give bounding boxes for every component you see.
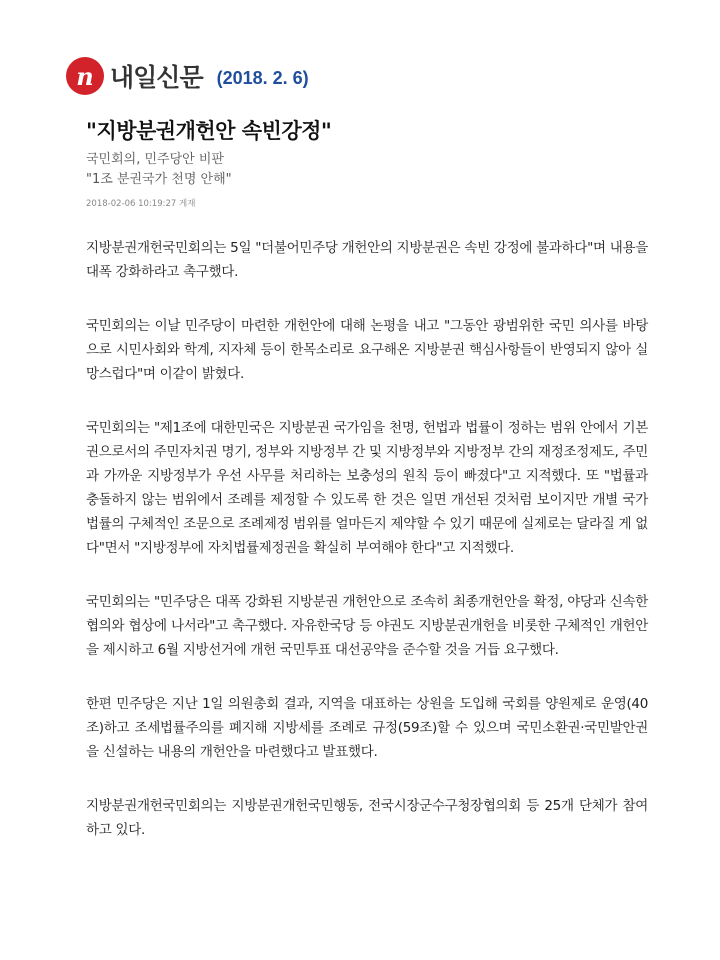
publication-date: (2018. 2. 6): [216, 67, 309, 88]
article-timestamp: 2018-02-06 10:19:27 게재: [86, 199, 196, 209]
newspaper-logo-text: 내일신문: [110, 63, 203, 92]
article-subheads: [86, 150, 232, 190]
article-paragraph: 한편 민주당은 지난 1일 의원총회 결과, 지역을 대표하는 상원을 도입해 국회를 양원제로 운영(40조)하고 조세법률주의를 폐지해 지방세를 조례로 규정(59조)할 수 있으며 국민소환권·국민발안권을 신설하는 내용의 개헌안을 마련했다고 발표했다.: [86, 696, 648, 760]
subhead-line: "1조 분권국가 천명 안해": [86, 172, 232, 187]
article-paragraph: 지방분권개헌국민회의는 지방분권개헌국민행동, 전국시장군수구청장협의회 등 25개 단체가 참여하고 있다.: [86, 798, 648, 838]
article-paragraph: 지방분권개헌국민회의는 5일 "더불어민주당 개헌안의 지방분권은 속빈 강정에 불과하다"며 내용을 대폭 강화하라고 촉구했다.: [86, 240, 648, 280]
newspaper-logo-icon: n: [66, 57, 104, 95]
article-paragraph: 국민회의는 "제1조에 대한민국은 지방분권 국가임을 천명, 헌법과 법률이 정하는 범위 안에서 기본권으로서의 주민자치권 명기, 정부와 지방정부 간 및 지방정부와 지방정부 간의 재정조정제도, 주민과 가까운 지방정부가 우선 사무를 처리하는 보충성의 원칙 등이 빠졌다"고 지적했다. 또 "법률과 충돌하지 않는 범위에서 조례를 제정할 수 있도록 한 것은 일면 개선된 것처럼 보이지만 개별 국가법률의 구체적인 조문으로 조례제정 범위를 얼마든지 제약할 수 있기 때문에 실제로는 달라질 게 없다"면서 "지방정부에 자치법률제정권을 확실히 부여해야 한다"고 지적했다.: [86, 420, 648, 556]
subhead-line: 국민회의, 민주당안 비판: [86, 152, 224, 167]
article-paragraph: 국민회의는 이날 민주당이 마련한 개헌안에 대해 논평을 내고 "그동안 광범위한 국민 의사를 바탕으로 시민사회와 학계, 지자체 등이 한목소리로 요구해온 지방분권 핵심사항들이 반영되지 않아 실망스럽다"며 이같이 밝혔다.: [86, 318, 648, 382]
article-paragraph: 국민회의는 "민주당은 대폭 강화된 지방분권 개헌안으로 조속히 최종개헌안을 확정, 야당과 신속한 협의와 협상에 나서라"고 촉구했다. 자유한국당 등 야권도 지방분권개헌을 비롯한 구체적인 개헌안을 제시하고 6월 지방선거에 개헌 국민투표 대선공약을 준수할 것을 거듭 요구했다.: [86, 594, 648, 658]
article-body: [86, 236, 648, 872]
masthead: [66, 52, 309, 100]
article-headline: "지방분권개헌안 속빈강정": [86, 119, 332, 143]
